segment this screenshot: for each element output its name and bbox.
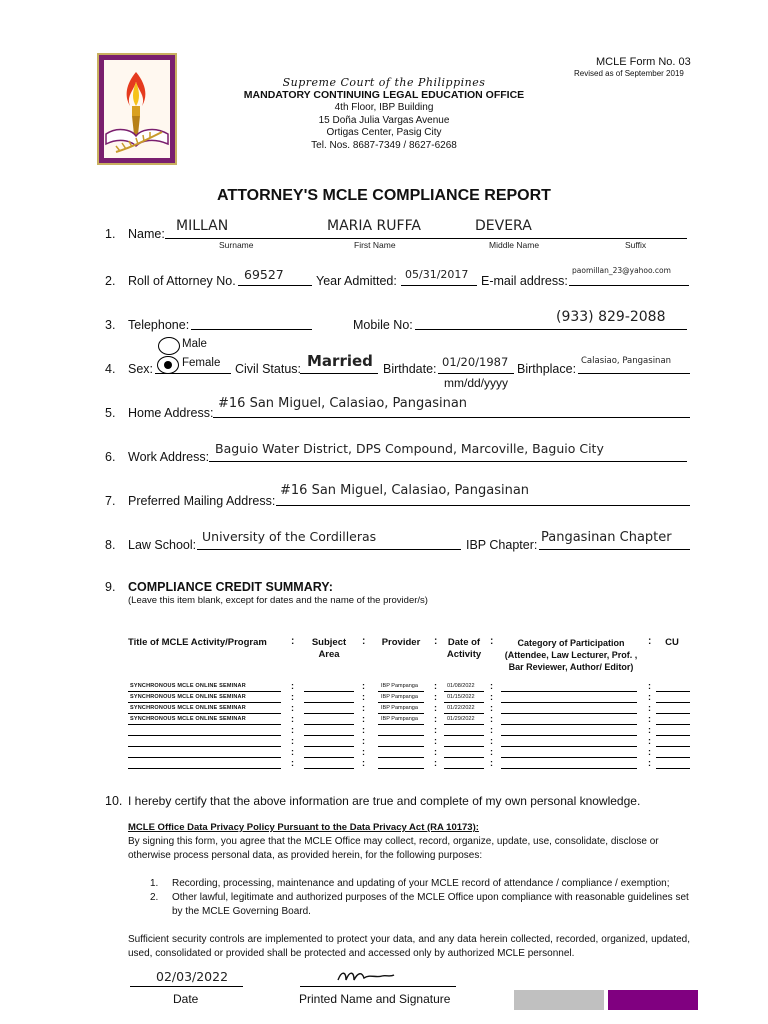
privacy-item-number: 1. xyxy=(150,878,159,889)
privacy-item-number: 2. xyxy=(150,892,159,903)
cell-line[interactable] xyxy=(444,691,484,692)
court-name: Supreme Court of the Philippines xyxy=(282,76,486,89)
table-row xyxy=(0,694,768,705)
roll-label: Roll of Attorney No. xyxy=(128,274,236,288)
table-row xyxy=(0,738,768,749)
work-address-line xyxy=(209,461,687,462)
sex-label: Sex: xyxy=(128,362,154,376)
activity-date: 01/29/2022 xyxy=(447,716,475,722)
colon: : xyxy=(648,636,652,647)
cell-line[interactable] xyxy=(444,768,484,769)
provider: IBP Pampanga xyxy=(381,694,418,700)
cell-line[interactable] xyxy=(656,724,690,725)
cell-line[interactable] xyxy=(378,724,424,725)
mobile-value[interactable]: (933) 829-2088 xyxy=(556,309,666,325)
form-revised: Revised as of September 2019 xyxy=(574,69,684,78)
first-name-value[interactable]: MARIA RUFFA xyxy=(327,218,421,234)
colon: : xyxy=(291,736,294,746)
colon: : xyxy=(362,636,366,647)
cell-line[interactable] xyxy=(501,702,637,703)
cell-line[interactable] xyxy=(128,702,281,703)
female-radio[interactable] xyxy=(157,356,179,374)
cell-line[interactable] xyxy=(378,746,424,747)
colon: : xyxy=(490,725,493,735)
activity-title: SYNCHRONOUS MCLE ONLINE SEMINAR xyxy=(130,716,246,722)
cell-line[interactable] xyxy=(656,757,690,758)
cell-line[interactable] xyxy=(656,713,690,714)
office-name: MANDATORY CONTINUING LEGAL EDUCATION OFFICE xyxy=(243,89,525,101)
middle-name-value[interactable]: DEVERA xyxy=(475,218,532,234)
cell-line[interactable] xyxy=(128,746,281,747)
name-label: Name: xyxy=(128,227,165,241)
birthplace-label: Birthplace: xyxy=(517,362,577,376)
item-number: 1. xyxy=(105,227,116,241)
roll-value[interactable]: 69527 xyxy=(244,267,284,282)
colon: : xyxy=(362,681,365,691)
colon: : xyxy=(362,758,365,768)
colon: : xyxy=(490,714,493,724)
ibp-chapter-value[interactable]: Pangasinan Chapter xyxy=(541,530,672,545)
office-address-2: 15 Doña Julia Vargas Avenue xyxy=(318,115,450,126)
cell-line[interactable] xyxy=(304,746,354,747)
header-category: Category of Participation (Attendee, Law Lecturer, Prof. , Bar Reviewer, Author/ Editor) xyxy=(504,638,638,672)
colon: : xyxy=(434,636,438,647)
first-name-caption: First Name xyxy=(354,240,396,250)
cell-line[interactable] xyxy=(378,702,424,703)
colon: : xyxy=(291,681,294,691)
colon: : xyxy=(291,758,294,768)
middle-name-caption: Middle Name xyxy=(489,240,540,250)
colon: : xyxy=(648,725,651,735)
work-address-label: Work Address: xyxy=(128,450,210,464)
item-number: 9. xyxy=(105,580,116,594)
male-radio[interactable] xyxy=(158,337,180,355)
color-bar-purple xyxy=(608,990,698,1010)
office-telephone: Tel. Nos. 8687-7349 / 8627-6268 xyxy=(311,140,457,151)
colon: : xyxy=(490,747,493,757)
roll-line xyxy=(238,285,312,286)
colon: : xyxy=(490,736,493,746)
year-admitted-value[interactable]: 05/31/2017 xyxy=(405,268,469,281)
cell-line[interactable] xyxy=(304,713,354,714)
table-row xyxy=(0,683,768,694)
year-admitted-line xyxy=(401,285,477,286)
credit-summary-note: (Leave this item blank, except for dates and the name of the provider/s) xyxy=(128,595,428,606)
colon: : xyxy=(434,758,437,768)
item-number: 6. xyxy=(105,450,116,464)
form-number: MCLE Form No. 03 xyxy=(596,56,691,68)
colon: : xyxy=(434,714,437,724)
activity-title: SYNCHRONOUS MCLE ONLINE SEMINAR xyxy=(130,683,246,689)
colon: : xyxy=(648,681,651,691)
email-value[interactable]: paomillan_23@yahoo.com xyxy=(572,266,671,275)
law-school-label: Law School: xyxy=(128,538,197,552)
cell-line[interactable] xyxy=(444,713,484,714)
office-address-3: Ortigas Center, Pasig City xyxy=(326,127,442,138)
colon: : xyxy=(648,747,651,757)
colon: : xyxy=(291,747,294,757)
header-date: Date of Activity xyxy=(446,637,482,660)
item-number: 8. xyxy=(105,538,116,552)
cell-line[interactable] xyxy=(656,768,690,769)
header-cu: CU xyxy=(665,637,679,648)
colon: : xyxy=(291,692,294,702)
female-label: Female xyxy=(182,357,221,369)
name-line xyxy=(165,238,687,239)
cell-line[interactable] xyxy=(444,735,484,736)
cell-line[interactable] xyxy=(304,768,354,769)
colon: : xyxy=(434,692,437,702)
surname-caption: Surname xyxy=(219,240,254,250)
cell-line[interactable] xyxy=(501,746,637,747)
colon: : xyxy=(490,681,493,691)
birthdate-format: mm/dd/yyyy xyxy=(444,376,509,390)
colon: : xyxy=(291,703,294,713)
work-address-value[interactable]: Baguio Water District, DPS Compound, Marcoville, Baguio City xyxy=(215,441,604,456)
cell-line[interactable] xyxy=(128,757,281,758)
colon: : xyxy=(434,725,437,735)
year-admitted-label: Year Admitted: xyxy=(316,274,397,288)
email-line xyxy=(569,285,689,286)
cell-line[interactable] xyxy=(128,768,281,769)
male-label: Male xyxy=(182,338,207,350)
colon: : xyxy=(291,725,294,735)
cell-line[interactable] xyxy=(304,724,354,725)
header-subject: Subject Area xyxy=(311,637,347,660)
colon: : xyxy=(434,736,437,746)
page-title: ATTORNEY'S MCLE COMPLIANCE REPORT xyxy=(217,187,551,204)
cell-line[interactable] xyxy=(501,724,637,725)
colon: : xyxy=(648,692,651,702)
birthdate-label: Birthdate: xyxy=(383,362,437,376)
privacy-security: Sufficient security controls are implemented to protect your data, and any data herein collected, recorded, organized, updated, used, consolidated or provided shall be protected and accessed only by authorized MCLE personnel. xyxy=(128,934,690,959)
privacy-title: MCLE Office Data Privacy Policy Pursuant to the Data Privacy Act (RA 10173): xyxy=(128,822,479,833)
signature-line xyxy=(300,986,456,987)
activity-date: 01/08/2022 xyxy=(447,683,475,689)
colon: : xyxy=(648,703,651,713)
privacy-item-1: Recording, processing, maintenance and updating of your MCLE record of attendance / compliance / exemption; xyxy=(172,878,670,889)
colon: : xyxy=(434,747,437,757)
cell-line[interactable] xyxy=(444,724,484,725)
colon: : xyxy=(362,714,365,724)
civil-status-value[interactable]: Married xyxy=(307,352,373,370)
cell-line[interactable] xyxy=(304,691,354,692)
item-number: 2. xyxy=(105,274,116,288)
cell-line[interactable] xyxy=(304,702,354,703)
civil-status-line xyxy=(300,373,378,374)
ibp-chapter-label: IBP Chapter: xyxy=(466,538,538,552)
office-address-1: 4th Floor, IBP Building xyxy=(334,102,434,113)
cell-line[interactable] xyxy=(501,691,637,692)
table-row xyxy=(0,716,768,727)
colon: : xyxy=(362,692,365,702)
home-address-label: Home Address: xyxy=(128,406,214,420)
signature-mark[interactable] xyxy=(336,966,396,986)
cell-line[interactable] xyxy=(128,724,281,725)
cell-line[interactable] xyxy=(304,757,354,758)
colon: : xyxy=(490,692,493,702)
surname-value[interactable]: MILLAN xyxy=(176,218,229,234)
date-label: Date xyxy=(173,992,199,1006)
colon: : xyxy=(434,703,437,713)
table-row xyxy=(0,727,768,738)
mailing-address-line xyxy=(276,505,690,506)
colon: : xyxy=(434,681,437,691)
colon: : xyxy=(490,636,494,647)
cell-line[interactable] xyxy=(501,757,637,758)
birthplace-line xyxy=(578,373,690,374)
colon: : xyxy=(490,758,493,768)
credit-summary-title: COMPLIANCE CREDIT SUMMARY: xyxy=(128,580,333,594)
colon: : xyxy=(362,725,365,735)
civil-status-label: Civil Status: xyxy=(235,362,301,376)
privacy-intro: By signing this form, you agree that the MCLE Office may collect, record, organize, update, use, consolidate, disclose or otherwise process personal data, as provided herein, for the following purposes: xyxy=(128,836,659,861)
cell-line[interactable] xyxy=(656,702,690,703)
birthplace-value[interactable]: Calasiao, Pangasinan xyxy=(581,356,672,366)
cell-line[interactable] xyxy=(444,757,484,758)
mobile-line xyxy=(415,329,687,330)
table-row xyxy=(0,705,768,716)
item-number: 10. xyxy=(105,794,123,808)
email-label: E-mail address: xyxy=(481,274,568,288)
activity-date: 01/15/2022 xyxy=(447,694,475,700)
mobile-label: Mobile No: xyxy=(353,318,413,332)
telephone-line[interactable] xyxy=(191,329,312,330)
cell-line[interactable] xyxy=(304,735,354,736)
home-address-line xyxy=(213,417,690,418)
cell-line[interactable] xyxy=(656,735,690,736)
colon: : xyxy=(648,758,651,768)
provider: IBP Pampanga xyxy=(381,705,418,711)
certification-text: I hereby certify that the above information are true and complete of my own personal knowledge. xyxy=(128,794,641,808)
suffix-caption: Suffix xyxy=(625,240,647,250)
item-number: 4. xyxy=(105,362,116,376)
cell-line[interactable] xyxy=(444,702,484,703)
item-number: 3. xyxy=(105,318,116,332)
privacy-item-2: Other lawful, legitimate and authorized purposes of the MCLE Office upon compliance with reasonable guidelines set by the MCLE Governing Board. xyxy=(172,892,689,917)
provider: IBP Pampanga xyxy=(381,683,418,689)
cell-line[interactable] xyxy=(128,735,281,736)
female-radio-dot xyxy=(164,361,172,369)
item-number: 7. xyxy=(105,494,116,508)
colon: : xyxy=(362,736,365,746)
table-row xyxy=(0,760,768,771)
mailing-address-value[interactable]: #16 San Miguel, Calasiao, Pangasinan xyxy=(280,483,530,498)
activity-title: SYNCHRONOUS MCLE ONLINE SEMINAR xyxy=(130,694,246,700)
cell-line[interactable] xyxy=(656,691,690,692)
colon: : xyxy=(291,636,295,647)
header-provider: Provider xyxy=(381,637,421,648)
birthdate-value[interactable]: 01/20/1987 xyxy=(442,355,509,369)
signature-label: Printed Name and Signature xyxy=(299,992,451,1006)
cell-line[interactable] xyxy=(444,746,484,747)
cell-line[interactable] xyxy=(378,735,424,736)
date-line xyxy=(130,986,243,987)
cell-line[interactable] xyxy=(378,757,424,758)
colon: : xyxy=(490,703,493,713)
colon: : xyxy=(362,703,365,713)
cell-line[interactable] xyxy=(378,713,424,714)
law-school-line xyxy=(197,549,461,550)
table-row xyxy=(0,749,768,760)
item-number: 5. xyxy=(105,406,116,420)
activity-date: 01/22/2022 xyxy=(447,705,475,711)
provider: IBP Pampanga xyxy=(381,716,418,722)
cell-line[interactable] xyxy=(378,768,424,769)
cell-line[interactable] xyxy=(128,691,281,692)
cell-line[interactable] xyxy=(501,768,637,769)
cell-line[interactable] xyxy=(378,691,424,692)
cell-line[interactable] xyxy=(501,713,637,714)
cell-line[interactable] xyxy=(656,746,690,747)
law-school-value[interactable]: University of the Cordilleras xyxy=(202,529,377,544)
date-value[interactable]: 02/03/2022 xyxy=(156,969,229,984)
colon: : xyxy=(648,714,651,724)
colon: : xyxy=(648,736,651,746)
mailing-address-label: Preferred Mailing Address: xyxy=(128,494,276,508)
header-title: Title of MCLE Activity/Program xyxy=(128,637,267,648)
ibp-chapter-line xyxy=(539,549,690,550)
colon: : xyxy=(291,714,294,724)
telephone-label: Telephone: xyxy=(128,318,190,332)
activity-title: SYNCHRONOUS MCLE ONLINE SEMINAR xyxy=(130,705,246,711)
birthdate-line xyxy=(438,373,514,374)
cell-line[interactable] xyxy=(128,713,281,714)
cell-line[interactable] xyxy=(501,735,637,736)
home-address-value[interactable]: #16 San Miguel, Calasiao, Pangasinan xyxy=(218,396,468,411)
colon: : xyxy=(362,747,365,757)
color-bar-gray xyxy=(514,990,604,1010)
